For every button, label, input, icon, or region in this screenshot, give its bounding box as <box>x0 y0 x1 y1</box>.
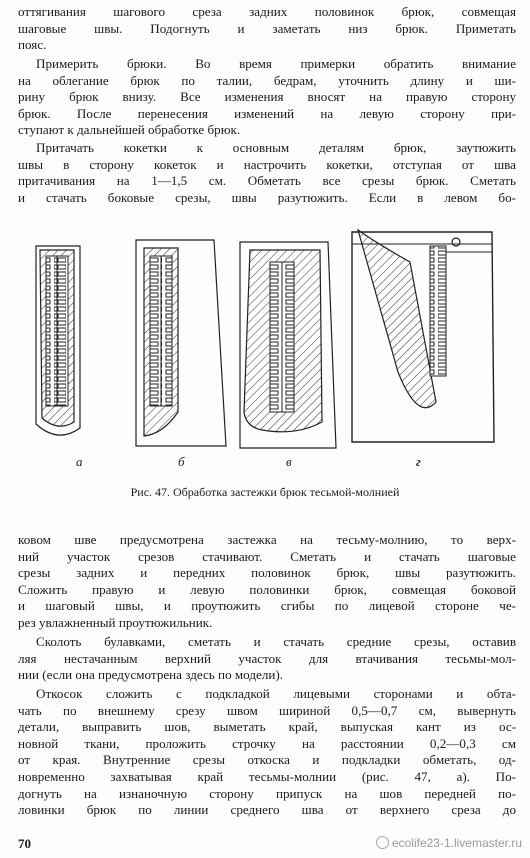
figure-panel-a <box>36 246 80 435</box>
figure-panel-b <box>136 240 226 446</box>
figure-panel-v <box>240 242 336 448</box>
text-line: рину брюк внизу. Все изменения вносят на правую сторону <box>18 89 516 105</box>
text-line: и шаговый швы, и проутюжить сгибы по лицевой стороне че- <box>18 598 516 614</box>
text-line: рез увлажненный проутюжильник. <box>18 614 213 630</box>
paragraph-pins <box>18 634 516 684</box>
figure-panel-g <box>352 230 494 442</box>
text-line: ковом шве предусмотрена застежка на тесьму-молнию, то верх- <box>18 532 516 547</box>
text-line: ступают к дальнейшей обработке брюк. <box>18 122 241 138</box>
paragraph-yoke <box>18 140 516 206</box>
text-line: Сколоть булавками, сметать и стачать средние срезы, оставив <box>36 634 516 649</box>
text-line: догнуть на изнаночную сторону припуск на шов передней по- <box>18 785 516 801</box>
paragraph-fitting <box>18 56 516 139</box>
watermark-icon <box>376 836 389 849</box>
figure-label-a: а <box>76 454 83 469</box>
text-line: Откосок сложить с подкладкой лицевыми сторонами и обтa- <box>36 686 516 701</box>
watermark <box>376 836 522 850</box>
paragraph-facing <box>18 686 516 819</box>
text-line: пояс. <box>18 37 47 53</box>
text-line: детали, выправить шов, выметать край, выпуская кант из ос- <box>18 719 516 735</box>
text-line: брюк. После перенесения изменений на левую сторону при- <box>18 105 516 121</box>
paragraph-side-seam <box>18 532 516 632</box>
text-line: Сложить правую и левую половинки брюк, совмещая боковой <box>18 581 516 597</box>
text-line: ний участок срезов стачивают. Сметать и стачать шаговые <box>18 548 516 564</box>
text-line: чать по внешнему срезу швом шириной 0,5—0,7 см, вывернуть <box>18 702 516 718</box>
text-line: новной ткани, проложить строчку на расстоянии 0,2—0,3 см <box>18 735 516 751</box>
text-line: оттягивания шагового среза задних половинок брюк, совмещая <box>18 4 516 19</box>
text-line: притачивания на 1—1,5 см. Обметать все срезы брюк. Сметать <box>18 173 516 189</box>
watermark-text: ecolife23-1.livemaster.ru <box>391 836 522 850</box>
text-line: новременно захватывая край тесьмы-молнии (рис. 47, а). По- <box>18 768 516 784</box>
text-line: Притачать кокетки к основным деталям брюк, заутюжить <box>36 140 516 155</box>
figure-caption: Рис. 47. Обработка застежки брюк тесьмой-молнией <box>130 485 400 499</box>
text-line: Примерить брюки. Во время примерки обратить внимание <box>36 56 516 71</box>
text-line: ляя нестачанным верхний участок для втачивания тесьмы-мол- <box>18 650 516 666</box>
text-line: срезы задних и передних половинок брюк, швы разутюжить. <box>18 565 516 581</box>
figure-labels <box>76 454 421 469</box>
text-line: нии (если она предусмотрена здесь по модели). <box>18 667 283 683</box>
figure-label-g: г <box>416 454 421 469</box>
text-block-top <box>18 4 516 54</box>
text-line: швы в сторону кокеток и настрочить кокетки, отступая от шва <box>18 156 516 172</box>
page-number: 70 <box>18 836 31 851</box>
text-line: ловинки брюк по линии среднего шва от верхнего среза до <box>18 802 516 818</box>
text-line: шаговые швы. Подогнуть и заметать низ брюк. Приметать <box>18 20 516 36</box>
figure-label-b: б <box>178 454 185 469</box>
text-line: и стачать боковые срезы, швы разутюжить. Если в левом бо- <box>18 189 516 205</box>
zipper-figure <box>18 222 518 472</box>
text-line: от края. Внутренние срезы откоска и подкладки обметать, од- <box>18 752 516 768</box>
figure-label-v: в <box>286 454 292 469</box>
text-line: на облегание брюк по талии, бедрам, уточнить длину и ши- <box>18 72 516 88</box>
